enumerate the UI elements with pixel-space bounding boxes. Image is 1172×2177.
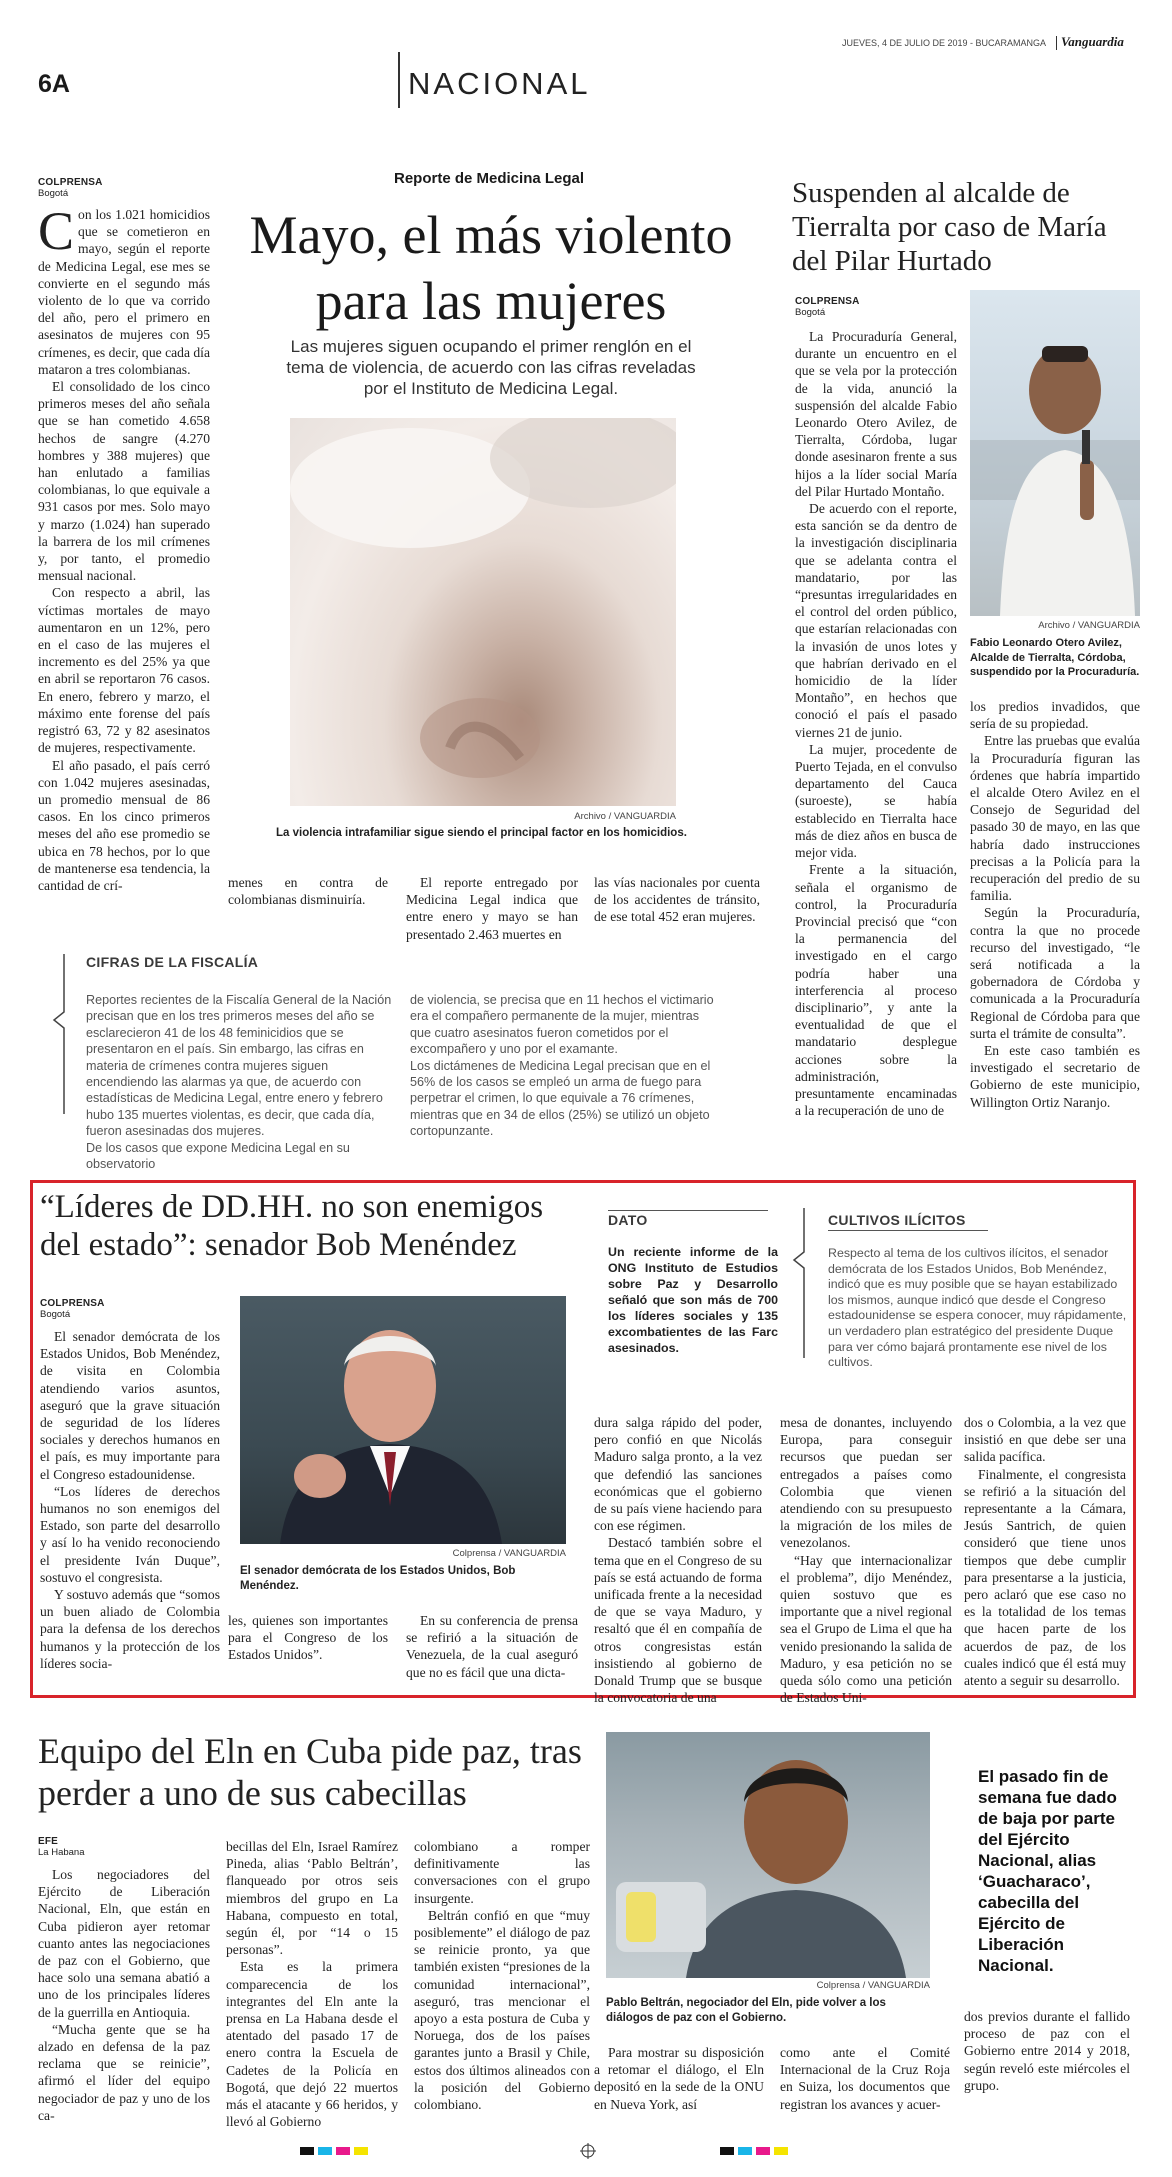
senator-figure bbox=[240, 1296, 566, 1544]
eln-column-2 bbox=[226, 1838, 398, 2130]
eln-photo-caption: Pablo Beltrán, negociador del Eln, pide volver a los diálogos de paz con el Gobierno. bbox=[606, 1997, 886, 2024]
menendez-photo-credit: Colprensa / VANGUARDIA bbox=[452, 1548, 566, 1559]
menendez-col4-p1: dura salga rápido del poder, pero confió en que Nicolás Maduro salga pronto, a la vez que defendió las sanciones económicas que el gobierno de su país viene haciendo para con ese régimen. bbox=[594, 1415, 762, 1534]
menendez-col3-p1: En su conferencia de prensa se refirió a la situación de Venezuela, de la cual aseguró que no es fácil que una dicta- bbox=[406, 1613, 578, 1680]
mayor-figure bbox=[970, 290, 1140, 616]
negotiator-figure bbox=[606, 1732, 930, 1978]
reg-cyan-2 bbox=[738, 2147, 752, 2155]
registration-bar bbox=[300, 2147, 900, 2169]
lead-kicker: Reporte de Medicina Legal bbox=[394, 170, 585, 187]
header-divider bbox=[398, 52, 400, 108]
eln-column-4 bbox=[594, 2044, 764, 2113]
tierralta-headline: Suspenden al alcalde de Tierralta por caso de María del Pilar Hurtado bbox=[792, 177, 1107, 277]
tierralta-byline-agency: COLPRENSA bbox=[795, 296, 860, 307]
menendez-col5-p1: mesa de donantes, incluyendo Europa, para conseguir recursos que puedan ser entregados a países como Colombia que vienen atendiendo con su presupuesto la migración de los miles de venezolanos. bbox=[780, 1415, 952, 1551]
tierralta-col2-p3: Según la Procuraduría, contra la que no procede recurso del investigado, “le será notificada a la gobernadora de Córdoba y comunicada a la Procuraduría Regional de Córdoba para que surta el trámite de consulta”. bbox=[970, 905, 1140, 1041]
tierralta-photo-caption: Fabio Leonardo Otero Avilez, Alcalde de Tierralta, Córdoba, suspendido por la Procuraduría. bbox=[970, 637, 1140, 678]
reg-yellow-1 bbox=[354, 2147, 368, 2155]
eln-byline-agency: EFE bbox=[38, 1836, 59, 1847]
dateline: JUEVES, 4 DE JULIO DE 2019 - BUCARAMANGA bbox=[842, 38, 1047, 48]
page-number: 6A bbox=[38, 70, 70, 98]
registration-target-icon bbox=[580, 2143, 596, 2163]
drop-cap: C bbox=[38, 201, 75, 261]
eln-byline bbox=[38, 1836, 84, 1858]
cifras-bracket bbox=[50, 954, 70, 1114]
cifras-title: CIFRAS DE LA FISCALÍA bbox=[86, 954, 259, 970]
dato-title: DATO bbox=[608, 1212, 648, 1228]
lead-col1-p1: on los 1.021 homicidios que se cometieron en mayo, según el reporte de Medicina Legal, ese mes se convierte en el segundo más violento de lo que va corrido del año, pero el primero en asesinatos de mujeres con 95 crímenes, es decir, que cada día mataron a tres colombianas. bbox=[38, 207, 210, 377]
lead-column-2 bbox=[228, 874, 388, 908]
eln-photo bbox=[606, 1732, 930, 1978]
menendez-col6-p1: dos o Colombia, a la vez que insistió en que debe ser una salida pacífica. bbox=[964, 1415, 1126, 1465]
section-title: NACIONAL bbox=[408, 66, 591, 101]
cifras-col1-p2: De los casos que expone Medicina Legal en su observatorio bbox=[86, 1140, 350, 1172]
eln-photo-credit: Colprensa / VANGUARDIA bbox=[816, 1980, 930, 1991]
cultivos-title: CULTIVOS ILÍCITOS bbox=[828, 1212, 966, 1228]
menendez-col1-p2: “Los líderes de derechos humanos no son enemigos del Estado, son parte del desarrollo y así lo ha venido reconociendo el presidente Iván Duque”, sostuvo el congresista. bbox=[40, 1483, 220, 1585]
tierralta-byline bbox=[795, 296, 860, 318]
tierralta-col2-p4: En este caso también es investigado el secretario de Gobierno de este municipio, Willington Ortiz Naranjo. bbox=[970, 1043, 1140, 1110]
eln-headline: Equipo del Eln en Cuba pide paz, tras perder a uno de sus cabecillas bbox=[38, 1731, 582, 1813]
eln-col3-p2: Beltrán confió en que “muy posiblemente” el diálogo de paz se reinicie pronto, ya que también existen “presiones de la comunidad internacional”, aseguró, tras mencionar el apoyo a esta postura de Cuba y Noruega, dos de los países garantes junto a Brasil y Chile, estos dos últimos alineados con la posición del Gobierno colombiano. bbox=[414, 1907, 590, 2113]
reg-yellow-2 bbox=[774, 2147, 788, 2155]
lead-photo bbox=[290, 418, 676, 806]
lead-col3-p1: El reporte entregado por Medicina Legal indica que entre enero y mayo se han presentado 2.463 muertes en bbox=[406, 875, 578, 942]
cultivos-bracket bbox=[790, 1208, 810, 1368]
tierralta-col2-p1: los predios invadidos, que sería de su propiedad. bbox=[970, 699, 1140, 732]
tierralta-col1-p4: Frente a la situación, señala el organismo de control, la Procuraduría Provincial precisó que “con la permanencia del investigado en el cargo podría haber una interferencia al proceso disciplinario”, y ante la eventualidad de que el mandatario desplegue acciones sobre la administración, presuntamente encaminadas a la recuperación de uno de bbox=[795, 862, 957, 1119]
cultivos-text: Respecto al tema de los cultivos ilícitos, el senador demócrata de los Estados Unidos, Bob Menéndez, indicó que es muy posible que se hayan estabilizado los mismos, aunque indicó que desde el Congreso estadounidense se espera conocer, muy rápidamente, un verdadero plan estratégico del presidente Duque para ver cómo bajará prontamente ese nivel de los cultivos. bbox=[828, 1246, 1127, 1370]
eln-column-1 bbox=[38, 1866, 210, 2124]
reg-black-1 bbox=[300, 2147, 314, 2155]
menendez-column-2 bbox=[228, 1612, 388, 1664]
masthead-divider bbox=[1056, 36, 1057, 50]
menendez-col6-p2: Finalmente, el congresista se refirió a la situación del representante a la Cámara, Jesús Santrich, de quien consideró que tiene unos tiempos que debe cumplir para presentarse a la justicia, pero aclaró que ese caso no es la totalidad de los temas que hacen parte de los acuerdos de paz, de los cuales indicó que él está muy atento a seguir su desarrollo. bbox=[964, 1466, 1126, 1689]
dato-text: Un reciente informe de la ONG Instituto de Estudios sobre Paz y Desarrollo señaló que son más de 700 los líderes sociales y 135 excombatientes de las Farc asesinados. bbox=[608, 1245, 778, 1355]
lead-byline-city: Bogotá bbox=[38, 188, 69, 199]
reg-cyan-1 bbox=[318, 2147, 332, 2155]
menendez-photo bbox=[240, 1296, 566, 1544]
menendez-column-5 bbox=[780, 1414, 952, 1706]
menendez-byline bbox=[40, 1298, 105, 1320]
menendez-byline-city: Bogotá bbox=[40, 1309, 71, 1320]
eln-byline-city: La Habana bbox=[38, 1847, 85, 1858]
reg-magenta-2 bbox=[756, 2147, 770, 2155]
lead-column-4 bbox=[594, 874, 760, 926]
menendez-col4-p2: Destacó también sobre el tema que en el Congreso de su país se está actuando de forma unificada frente a la necesidad de que se vaya Maduro, y resaltó que él en compañía de otros congresistas están insistiendo al gobierno de Donald Trump que se busque la convocatoria de una bbox=[594, 1535, 762, 1706]
eln-column-5 bbox=[780, 2044, 950, 2113]
tierralta-col1-p3: La mujer, procedente de Puerto Tejada, en el convulso departamento del Cauca (suroeste), se había establecido en Tierralta hace más de diez años en busca de mejor vida. bbox=[795, 741, 957, 861]
menendez-headline: “Líderes de DD.HH. no son enemigos del estado”: senador Bob Menéndez bbox=[40, 1189, 544, 1263]
lead-headline-line2: para las mujeres bbox=[315, 271, 667, 331]
masthead-logo: Vanguardia bbox=[1061, 34, 1124, 49]
menendez-byline-agency: COLPRENSA bbox=[40, 1298, 105, 1309]
eln-col4-p1: Para mostrar su disposición a retomar el diálogo, el Eln depositó en la sede de la ONU en Nueva York, así bbox=[594, 2045, 764, 2112]
lead-column-1 bbox=[38, 201, 210, 894]
lead-headline-line1: Mayo, el más violento bbox=[249, 205, 733, 265]
cifras-column-2 bbox=[410, 992, 716, 1140]
cifras-col2-p2: Los dictámenes de Medicina Legal precisan que en el 56% de los casos se empleó un arma de fuego para perpetrar el crimen, lo que equivale a 76 crímenes, mientras que en 34 de ellos (25%) se utilizó un objeto cortopunzante. bbox=[410, 1058, 711, 1139]
tierralta-photo-credit: Archivo / VANGUARDIA bbox=[1038, 620, 1140, 631]
cifras-column-1 bbox=[86, 992, 398, 1172]
eln-col1-p2: “Mucha gente que se ha alzado en defensa de la paz reclama que se reinicie”, afirmó el líder del equipo negociador de paz y uno de los ca- bbox=[38, 2021, 210, 2123]
cifras-col1-p1: Reportes recientes de la Fiscalía General de la Nación precisan que en los tres primeros meses del año se esclarecieron 41 de los 48 feminicidios que se presentaron en el país. Sin embargo, las cifras en materia de crímenes contra mujeres siguen encendiendo las alarmas ya que, de acuerdo con estadísticas de Medicina Legal, entre enero y febrero hubo 135 muertes violentas, es decir, que cada día, fueron asesinadas dos mujeres. bbox=[86, 993, 392, 1139]
eln-column-3 bbox=[414, 1838, 590, 2113]
tierralta-col2-p2: Entre las pruebas que evalúa la Procuraduría figuran las órdenes que habría impartido el alcalde Otero Avilez en el Consejo de Seguridad del pasado 30 de mayo, en las que habría dado instrucciones precisas a la Policía para la recuperación del predio de su familia. bbox=[970, 733, 1140, 904]
dato-rule bbox=[608, 1210, 768, 1211]
lead-col1-p2: El consolidado de los cinco primeros meses del año señala que se han cometido 4.658 hechos de sangre (4.270 hombres y 388 mujeres) que han enlutado a familias colombianas, lo que equivale a 931 casos por mes. Solo mayo y marzo (1.024) han superado la barrera de los mil crímenes y, por tanto, el promedio mensual nacional. bbox=[38, 379, 210, 584]
tierralta-column-2 bbox=[970, 698, 1140, 1111]
eln-col3-p1: colombiano a romper definitivamente las conversaciones con el grupo insurgente. bbox=[414, 1839, 590, 1906]
lead-col2-p1: menes en contra de colombianas disminuiría. bbox=[228, 875, 388, 908]
lead-col1-p4: El año pasado, el país cerró con 1.042 mujeres asesinadas, un promedio mensual de 86 casos. En los cinco primeros meses del año ese promedio se ubica en 78 hechos, por lo que de mantenerse esa tendencia, la cantidad de crí- bbox=[38, 757, 210, 893]
menendez-column-4 bbox=[594, 1414, 762, 1706]
reg-magenta-1 bbox=[336, 2147, 350, 2155]
menendez-col5-p2: “Hay que internacionalizar el problema”, dijo Menéndez, quien sostuvo que es importante que a nivel regional sea el Grupo de Lima el que ha venido presionando la salida de Maduro, y esa petición no se queda sólo como una petición de Estados Uni- bbox=[780, 1552, 952, 1706]
menendez-photo-caption: El senador demócrata de los Estados Unidos, Bob Menéndez. bbox=[240, 1565, 516, 1592]
cultivos-rule bbox=[828, 1230, 988, 1231]
tierralta-byline-city: Bogotá bbox=[795, 307, 826, 318]
eln-col5-p1: como ante el Comité Internacional de la Cruz Roja en Suiza, los documentos que registran los avances y acuer- bbox=[780, 2045, 950, 2112]
eln-col6-p1: dos previos durante el fallido proceso de paz con el Gobierno entre 2014 y 2018, según reveló este miércoles el grupo. bbox=[964, 2009, 1130, 2093]
hand-illustration bbox=[290, 418, 676, 806]
cifras-col2-p1: de violencia, se precisa que en 11 hechos el victimario era el compañero permanente de la mujer, mientras que cuatro asesinatos fueron cometidos por el excompañero y uno por el examante. bbox=[410, 993, 714, 1057]
menendez-column-6 bbox=[964, 1414, 1126, 1689]
lead-headline bbox=[236, 202, 746, 334]
lead-col1-p3: Con respecto a abril, las víctimas mortales de mayo aumentaron en un 12%, pero en el caso de las mujeres el incremento es del 25% ya que en abril se reportaron 76 casos. En enero, febrero y marzo, el máximo ente forense del país registró 63, 72 y 82 asesinatos de mujeres, respectivamente. bbox=[38, 585, 210, 756]
eln-column-6 bbox=[964, 2008, 1130, 2094]
lead-photo-caption: La violencia intrafamiliar sigue siendo el principal factor en los homicidios. bbox=[276, 827, 687, 839]
menendez-column-3 bbox=[406, 1612, 578, 1681]
tierralta-col1-p1: La Procuraduría General, durante un encuentro en el que se vela por la protección de la vida, anunció la suspensión del alcalde Fabio Leonardo Otero Avilez, de Tierralta, Córdoba, lugar donde asesinaron frente a sus hijos a la líder social María del Pilar Hurtado Montaño. bbox=[795, 329, 957, 499]
lead-byline bbox=[38, 177, 103, 199]
menendez-column-1 bbox=[40, 1328, 220, 1672]
menendez-col1-p1: El senador demócrata de los Estados Unidos, Bob Menéndez, de visita en Colombia atendiendo varios asuntos, aseguró que la grave situación de seguridad de los líderes sociales y derechos humanos en el país, es muy importante para el Congreso estadounidense. bbox=[40, 1329, 220, 1482]
eln-col2-p1: becillas del Eln, Israel Ramírez Pineda, alias ‘Pablo Beltrán’, flanqueado por otros seis miembros del grupo en La Habana, compuesto en total, según él, por “14 o 15 personas”. bbox=[226, 1839, 398, 1958]
lead-photo-credit: Archivo / VANGUARDIA bbox=[574, 811, 676, 822]
tierralta-column-1 bbox=[795, 328, 957, 1119]
eln-col1-p1: Los negociadores del Ejército de Liberación Nacional, Eln, que están en Cuba pidieron ayer retomar cuanto antes las negociaciones de paz con el Gobierno, que hace solo una semana abatió a uno de los principales líderes de la guerrilla en Antioquia. bbox=[38, 1867, 210, 2020]
menendez-col1-p3: Y sostuvo además que “somos un buen aliado de Colombia para la defensa de los derechos humanos y la protección de los líderes socia- bbox=[40, 1587, 220, 1671]
lead-col4-p1: las vías nacionales por cuenta de los accidentes de tránsito, de ese total 452 eran mujeres. bbox=[594, 875, 760, 925]
reg-black-2 bbox=[720, 2147, 734, 2155]
menendez-col2-p1: les, quienes son importantes para el Congreso de los Estados Unidos”. bbox=[228, 1613, 388, 1663]
eln-sidebar: El pasado fin de semana fue dado de baja por parte del Ejército Nacional, alias ‘Guacharaco’, cabecilla del Ejército de Liberación Nacional. bbox=[978, 1767, 1117, 1975]
lead-deck: Las mujeres siguen ocupando el primer renglón en el tema de violencia, de acuerdo con las cifras reveladas por el Instituto de Medicina Legal. bbox=[286, 337, 696, 398]
tierralta-photo bbox=[970, 290, 1140, 616]
lead-column-3 bbox=[406, 874, 578, 943]
eln-col2-p2: Esta es la primera comparecencia de los integrantes del Eln ante la prensa en La Habana desde el atentado del pasado 17 de enero contra la Escuela de Cadetes de la Policía en Bogotá, que dejó 22 muertos más el atacante y 66 heridos, y llevó al Gobierno bbox=[226, 1959, 398, 2130]
lead-byline-agency: COLPRENSA bbox=[38, 177, 103, 188]
tierralta-col1-p2: De acuerdo con el reporte, esta sanción se da dentro de la investigación disciplinaria que se adelanta contra el mandatario, por las “presuntas irregularidades en el control del orden público, que estarían relacionadas con la invasión de unos lotes y que habrían derivado en el homicidio de la líder Montaño”, en hechos que conoció el país el pasado viernes 21 de junio. bbox=[795, 501, 957, 740]
